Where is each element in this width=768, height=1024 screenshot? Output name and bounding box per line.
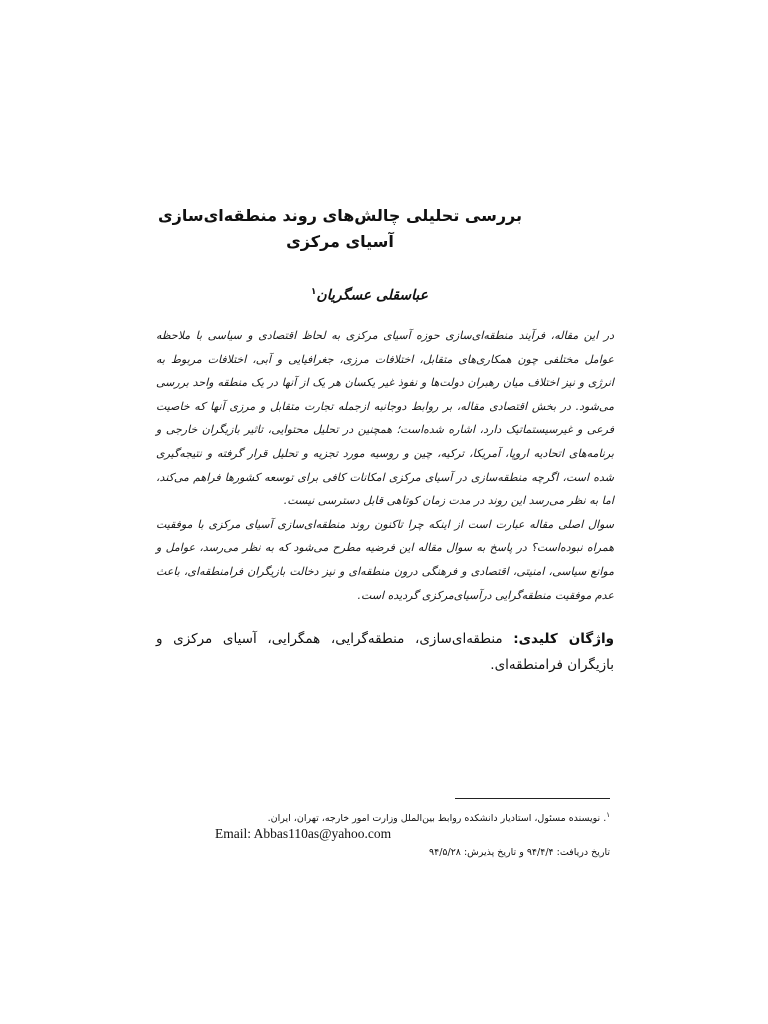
abstract-paragraph-1: در این مقاله، فرآیند منطقه‌ای‌سازی حوزه آسیای مرکزی به لحاظ اقتصادی و سیاسی با ملاحظه عوامل مختلفی چون همکاری‌های متقابل، اختلافات مرزی، جغرافیایی و آبی، اختلافات مربوط به انرژی و نیز اختلاف میان رهبران دولت‌ها و نفوذ غیر یکسان هر یک از آنها در یک منطقه واحد بررسی می‌شود. در بخش اقتصادی مقاله، بر روابط دوجانبه ازجمله تجارت متقابل و مرزی آنها که خاصیت فرعی و غیرسیستماتیک دارد، اشاره شده‌است؛ همچنین در تحلیل محتوایی، تاثیر بازیگران خارجی و برنامه‌های اتحادیه اروپا، آمریکا، ترکیه، چین و روسیه مورد تجزیه و تحلیل قرار گرفته و نتیجه‌گیری شده است، اگرچه منطقه‌سازی در آسیای مرکزی امکانات کافی برای توسعه کشورها فراهم می‌کند، اما به نظر می‌رسد این روند در مدت زمان کوتاهی قابل دسترسی نیست. bbox=[156, 329, 614, 508]
footnote-divider bbox=[455, 798, 610, 799]
abstract bbox=[156, 324, 614, 607]
author-footnote-mark: ۱ bbox=[310, 287, 317, 297]
footnote-mark: ۱ bbox=[606, 811, 610, 819]
submission-dates: تاریخ دریافت: ۹۴/۴/۴ و تاریخ پذیرش: ۹۴/۵/۲۸ bbox=[429, 847, 610, 858]
author-email: Email: Abbas110as@yahoo.com bbox=[215, 826, 392, 841]
keywords-text: منطقه‌ای‌سازی، منطقه‌گرایی، همگرایی، آسیای مرکزی و بازیگران فرامنطقه‌ای. bbox=[156, 631, 614, 673]
footnote-text: . نویسنده مسئول، استادیار دانشکده روابط بین‌الملل وزارت امور خارجه، تهران، ایران. bbox=[267, 813, 607, 825]
abstract-paragraph-2: سوال اصلی مقاله عبارت است از اینکه چرا تاکنون روند منطقه‌ای‌سازی آسیای مرکزی با موفقیت همراه نبوده‌است؟ در پاسخ به سوال مقاله این فرضیه مطرح می‌شود که به نظر می‌رسد، عوامل و موانع سیاسی، امنیتی، اقتصادی و فرهنگی درون منطقه‌ای و نیز دخالت بازیگران فرامنطقه‌ای، باعث عدم موفقیت منطقه‌گرایی درآسیای‌مرکزی گردیده است. bbox=[156, 517, 614, 602]
author-name: عباسقلی عسگریان bbox=[316, 287, 428, 304]
author-line bbox=[188, 281, 428, 307]
keywords bbox=[156, 626, 614, 678]
keywords-label: واژگان کلیدی: bbox=[513, 631, 614, 647]
article-title: بررسی تحلیلی چالش‌های روند منطقه‌ای‌سازی آسیای مرکزی bbox=[157, 206, 523, 251]
